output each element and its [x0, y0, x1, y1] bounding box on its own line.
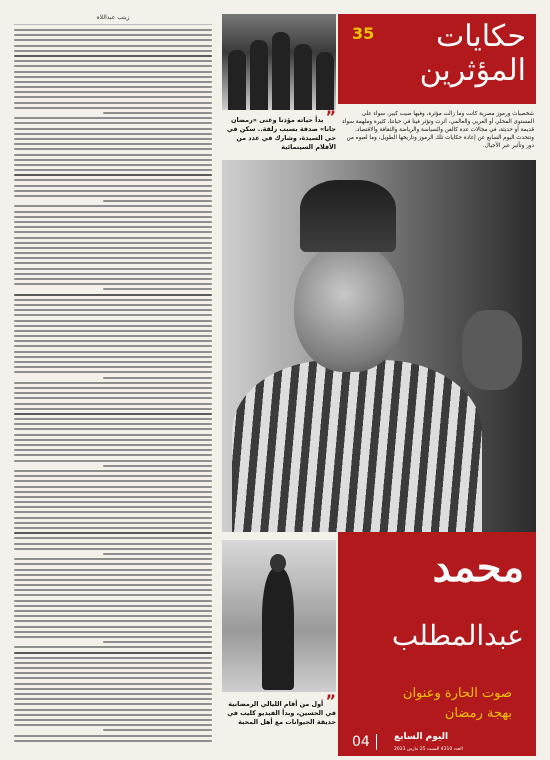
text-line: [14, 652, 212, 654]
text-line: [14, 242, 212, 244]
text-line: [103, 553, 212, 555]
fez-hat: [300, 180, 396, 252]
text-line: [14, 501, 212, 503]
article-body-column: [14, 14, 212, 752]
text-line: [14, 688, 212, 690]
text-line: [14, 91, 212, 93]
name-title-block: [338, 532, 536, 756]
text-line: [14, 460, 212, 462]
text-line: [14, 470, 212, 472]
text-line: [14, 579, 212, 581]
text-line: [14, 620, 212, 622]
text-line: [14, 646, 212, 648]
pull-quote-bottom-text: أول من أقام الليالي الرمضانية في الحسين، وبدأ الفيديو كليب في حديقة الحيوانات مع أهل المحبة: [227, 700, 336, 726]
first-name-title: محمد: [432, 544, 524, 591]
text-line: [14, 159, 212, 161]
text-line: [103, 729, 212, 731]
page-number: 04: [352, 734, 377, 750]
text-line: [14, 558, 212, 560]
text-line: [14, 335, 212, 337]
text-line: [14, 325, 212, 327]
text-line: [14, 320, 212, 322]
episode-number: 35: [352, 24, 375, 43]
quote-mark-icon-bottom: ”: [325, 691, 336, 710]
text-line: [14, 496, 212, 498]
text-line: [14, 81, 212, 83]
text-line: [14, 511, 212, 513]
pull-quote-top-text: بدأ حياته مؤذنا وغنى «رمضان جانا» صدفة بسبب زلقة.. سكن في حي السيدة، وشارك في عدد من الأفلام السينمائية: [226, 116, 336, 151]
text-line: [14, 252, 212, 254]
text-line: [14, 548, 212, 550]
text-line: [14, 683, 212, 685]
text-line: [14, 268, 212, 270]
text-line: [14, 340, 212, 342]
text-line: [14, 491, 212, 493]
text-line: [14, 273, 212, 275]
text-line: [14, 294, 212, 296]
text-line: [14, 387, 212, 389]
text-line: [14, 594, 212, 596]
text-line: [14, 631, 212, 633]
text-line: [14, 662, 212, 664]
crowd-archive-photo: [222, 14, 336, 110]
text-line: [14, 439, 212, 441]
text-line: [14, 39, 212, 41]
newspaper-logo: اليوم السابع: [394, 732, 449, 742]
text-line: [14, 330, 212, 332]
text-line: [14, 174, 212, 176]
text-line: [14, 102, 212, 104]
text-line: [14, 205, 212, 207]
text-line: [14, 237, 212, 239]
text-line: [14, 677, 212, 679]
text-line: [14, 522, 212, 524]
text-line: [14, 486, 212, 488]
text-line: [14, 392, 212, 394]
text-line: [14, 195, 212, 197]
text-line: [14, 506, 212, 508]
text-line: [14, 366, 212, 368]
striped-shirt: [232, 360, 482, 532]
text-line: [14, 403, 212, 405]
text-line: [14, 154, 212, 156]
text-line: [14, 148, 212, 150]
text-line: [14, 657, 212, 659]
text-line: [14, 527, 212, 529]
text-line: [14, 615, 212, 617]
text-line: [14, 278, 212, 280]
text-line: [14, 584, 212, 586]
intro-paragraph: شخصيات ورموز مصرية كانت وما زالت مؤثرة، وفيها صيت كبير، سواء على المستوى المحلي أو العربي والعالمي، أثرت وتؤثر فينا في حياتنا، كثيرة وملهمة سواء قديمة أو حديثة، في مجالات عدة كالفن والسياسة والرياضة والثقافة والاقتصاد. ونتحدث اليوم السابع عن إعادة حكايات تلك الرموز وتاريخها الطويل، وما لعبوه من دور وتأثير عبر الأجيال.: [342, 111, 534, 149]
text-line: [103, 377, 212, 379]
text-line: [14, 449, 212, 451]
performer-figure: [262, 568, 294, 690]
text-line: [14, 724, 212, 726]
text-line: [14, 29, 212, 31]
text-line: [14, 371, 212, 373]
text-line: [14, 636, 212, 638]
text-line: [14, 55, 212, 57]
text-line: [14, 610, 212, 612]
text-line: [14, 45, 212, 47]
raised-hand: [462, 310, 522, 390]
text-line: [14, 50, 212, 52]
text-line: [14, 216, 212, 218]
text-line: [14, 257, 212, 259]
text-line: [14, 143, 212, 145]
text-line: [14, 117, 212, 119]
last-name-title: عبدالمطلب: [391, 619, 524, 652]
text-line: [14, 537, 212, 539]
text-line: [14, 107, 212, 109]
text-line: [14, 299, 212, 301]
text-line: [14, 735, 212, 737]
text-line: [14, 574, 212, 576]
text-line: [14, 247, 212, 249]
text-line: [14, 719, 212, 721]
series-header-block: [338, 14, 536, 104]
performer-stage-photo: [222, 540, 336, 692]
text-line: [14, 169, 212, 171]
text-line: [14, 428, 212, 430]
text-line: [14, 96, 212, 98]
series-title: حكايات المؤثرين: [419, 19, 526, 88]
text-line: [103, 288, 212, 290]
text-line: [14, 76, 212, 78]
text-line: [103, 641, 212, 643]
subtitle-line-2: بهجة رمضان: [444, 706, 512, 721]
text-line: [14, 423, 212, 425]
text-line: [14, 703, 212, 705]
text-line: [14, 397, 212, 399]
text-line: [14, 179, 212, 181]
text-line: [103, 200, 212, 202]
text-line: [14, 231, 212, 233]
text-line: [14, 304, 212, 306]
text-line: [14, 361, 212, 363]
text-line: [14, 480, 212, 482]
text-line: [14, 740, 212, 742]
text-line: [14, 600, 212, 602]
text-line: [14, 569, 212, 571]
text-line: [103, 112, 212, 114]
text-line: [14, 128, 212, 130]
text-line: [14, 211, 212, 213]
text-line: [14, 418, 212, 420]
text-line: [14, 626, 212, 628]
text-line: [14, 190, 212, 192]
text-line: [14, 138, 212, 140]
subtitle-line-1: صوت الحارة وعنوان: [402, 686, 512, 701]
text-line: [14, 714, 212, 716]
text-line: [14, 408, 212, 410]
text-line: [14, 345, 212, 347]
text-line: [14, 454, 212, 456]
text-line: [14, 262, 212, 264]
text-line: [14, 283, 212, 285]
text-line: [14, 309, 212, 311]
text-line: [14, 221, 212, 223]
text-line: [14, 698, 212, 700]
text-line: [14, 672, 212, 674]
text-line: [14, 65, 212, 67]
text-line: [14, 226, 212, 228]
text-line: [14, 517, 212, 519]
text-line: [14, 185, 212, 187]
text-line: [14, 164, 212, 166]
text-line: [14, 71, 212, 73]
author-byline: زينب عبداللاه: [14, 14, 212, 25]
text-line: [14, 605, 212, 607]
text-line: [14, 543, 212, 545]
pull-quote-top: [222, 107, 336, 152]
article-text-lines: [14, 29, 212, 742]
text-line: [14, 667, 212, 669]
text-line: [14, 434, 212, 436]
issue-info: العدد 4310 السبت 25 مارس 2023: [394, 747, 463, 752]
series-intro-text: [340, 110, 534, 150]
text-line: [14, 589, 212, 591]
text-line: [14, 34, 212, 36]
text-line: [14, 122, 212, 124]
quote-mark-icon: ”: [325, 107, 336, 126]
portrait-face: [294, 242, 404, 372]
text-line: [14, 382, 212, 384]
text-line: [103, 465, 212, 467]
text-line: [14, 356, 212, 358]
text-line: [14, 475, 212, 477]
text-line: [14, 60, 212, 62]
text-line: [14, 314, 212, 316]
text-line: [14, 86, 212, 88]
text-line: [14, 413, 212, 415]
text-line: [14, 709, 212, 711]
text-line: [14, 444, 212, 446]
text-line: [14, 693, 212, 695]
text-line: [14, 532, 212, 534]
text-line: [14, 351, 212, 353]
text-line: [14, 133, 212, 135]
pull-quote-bottom: [222, 691, 336, 727]
text-line: [14, 563, 212, 565]
main-portrait-photo: [222, 160, 536, 532]
